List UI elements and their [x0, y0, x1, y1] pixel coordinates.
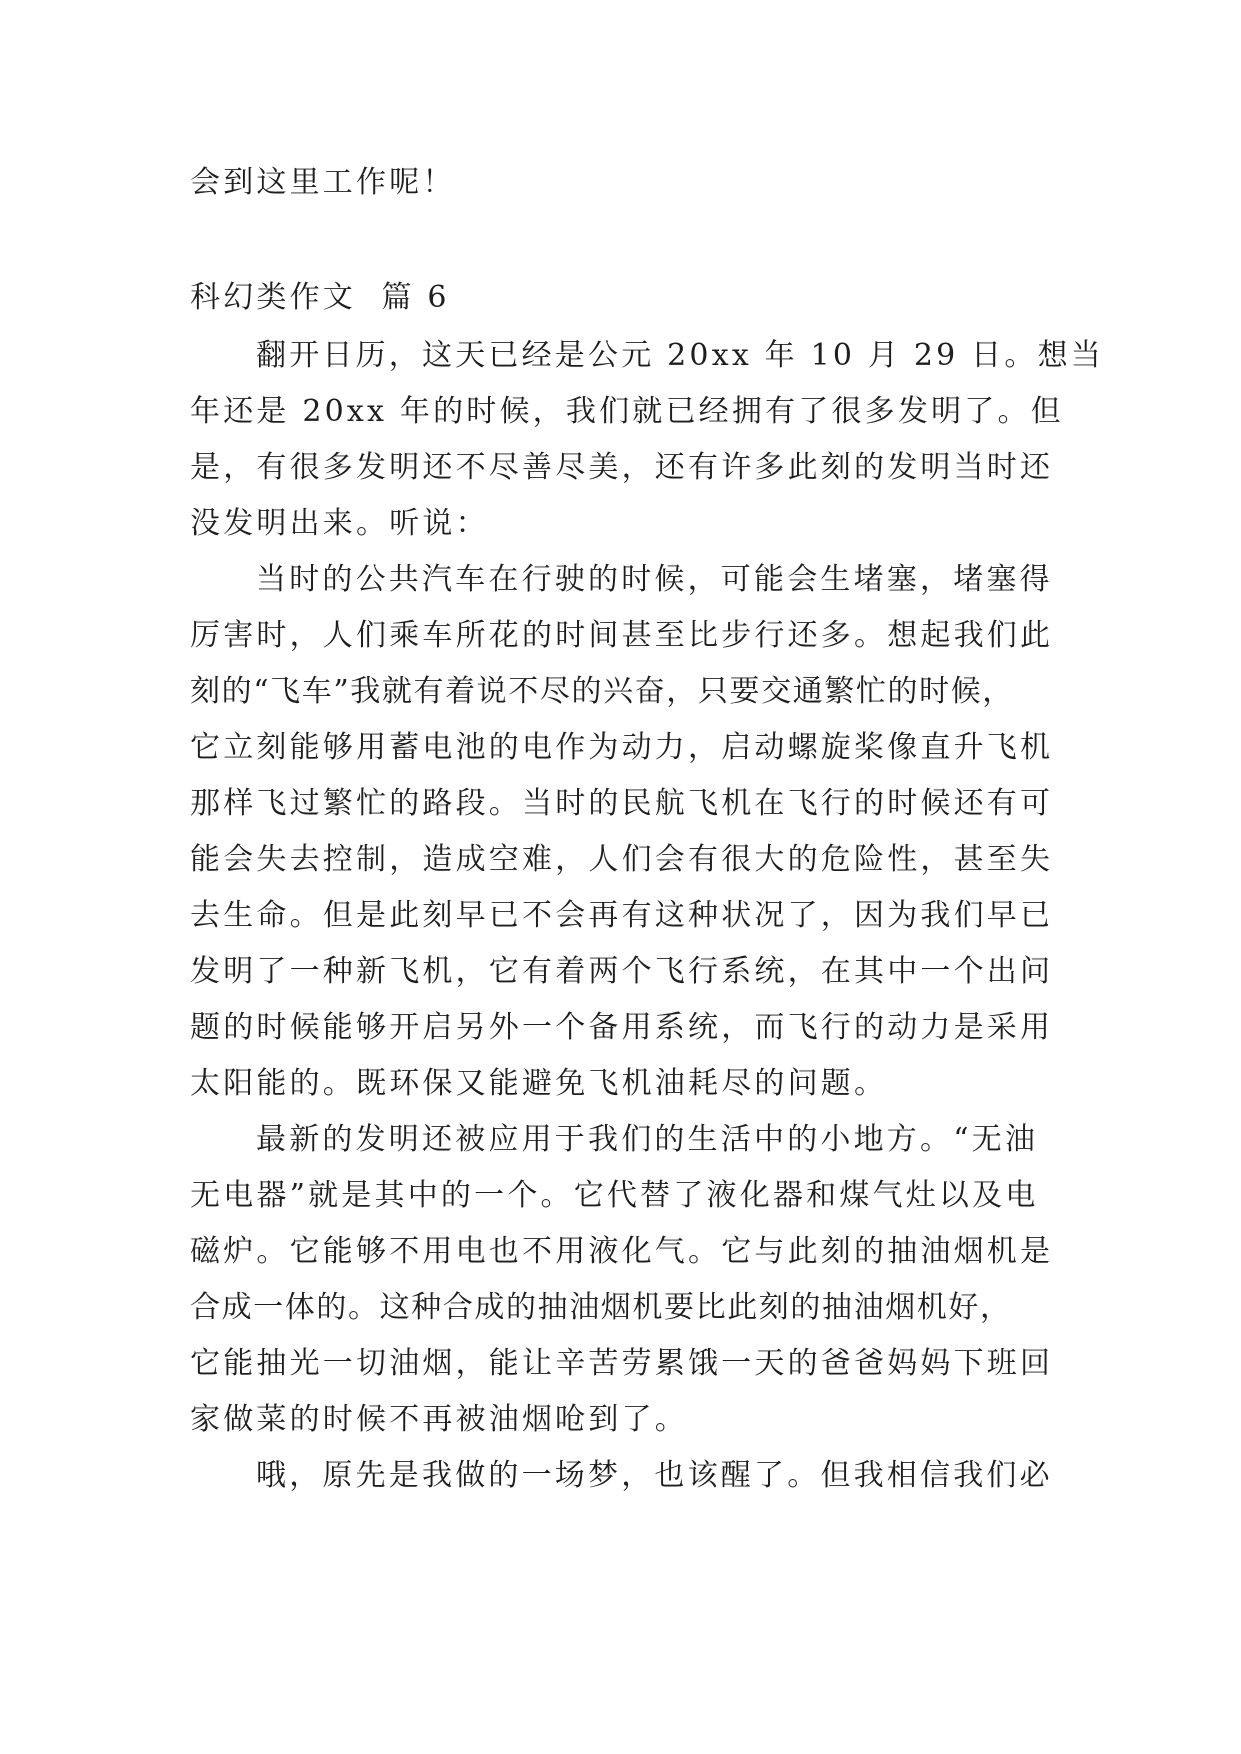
text-line: 是，有很多发明还不尽善尽美，还有许多此刻的发明当时还 [190, 450, 1054, 485]
text-line: 太阳能的。既环保又能避免飞机油耗尽的问题。 [190, 1066, 888, 1101]
text-line: 哦，原先是我做的一场梦，也该醒了。但我相信我们必 [256, 1458, 1053, 1493]
text-line: 会到这里工作呢！ [190, 165, 456, 200]
essay-body [190, 328, 1104, 1504]
text-line: 合成一体的。这种合成的抽油烟机要比此刻的抽油烟机好， [190, 1290, 1012, 1325]
text-line: 去生命。但是此刻早已不会再有这种状况了，因为我们早已 [190, 898, 1054, 933]
text-line: 年还是 20xx 年的时候，我们就已经拥有了很多发明了。但 [190, 394, 1064, 429]
text-line: 没发明出来。听说： [190, 506, 489, 541]
text-line: 刻的“飞车”我就有着说不尽的兴奋，只要交通繁忙的时候， [190, 674, 1014, 709]
text-line: 厉害时，人们乘车所花的时间甚至比步行还多。想起我们此 [190, 618, 1054, 653]
text-line: 家做菜的时候不再被油烟呛到了。 [190, 1402, 688, 1437]
continuation-text [190, 155, 1070, 211]
text-line: 它能抽光一切油烟，能让辛苦劳累饿一天的爸爸妈妈下班回 [190, 1346, 1054, 1381]
text-line: 它立刻能够用蓄电池的电作为动力，启动螺旋桨像直升飞机 [190, 730, 1054, 765]
text-line: 翻开日历，这天已经是公元 20xx 年 10 月 29 日。想当 [256, 338, 1104, 373]
text-line: 发明了一种新飞机，它有着两个飞行系统，在其中一个出问 [190, 954, 1054, 989]
text-line: 无电器”就是其中的一个。它代替了液化器和煤气灶以及电 [190, 1178, 1039, 1213]
text-line: 当时的公共汽车在行驶的时候，可能会生堵塞，堵塞得 [256, 562, 1053, 597]
paragraph [190, 1448, 1070, 1504]
text-line: 磁炉。它能够不用电也不用液化气。它与此刻的抽油烟机是 [190, 1234, 1054, 1269]
text-line: 最新的发明还被应用于我们的生活中的小地方。“无油 [256, 1122, 1039, 1157]
text-line: 那样飞过繁忙的路段。当时的民航飞机在飞行的时候还有可 [190, 786, 1054, 821]
heading-text: 科幻类作文 篇 6 [190, 280, 450, 315]
paragraph [190, 1112, 1070, 1448]
paragraph [190, 328, 1104, 552]
essay-heading [190, 270, 1070, 326]
text-line: 能会失去控制，造成空难，人们会有很大的危险性，甚至失 [190, 842, 1054, 877]
paragraph [190, 552, 1070, 1112]
text-line: 题的时候能够开启另外一个备用系统，而飞行的动力是采用 [190, 1010, 1054, 1045]
